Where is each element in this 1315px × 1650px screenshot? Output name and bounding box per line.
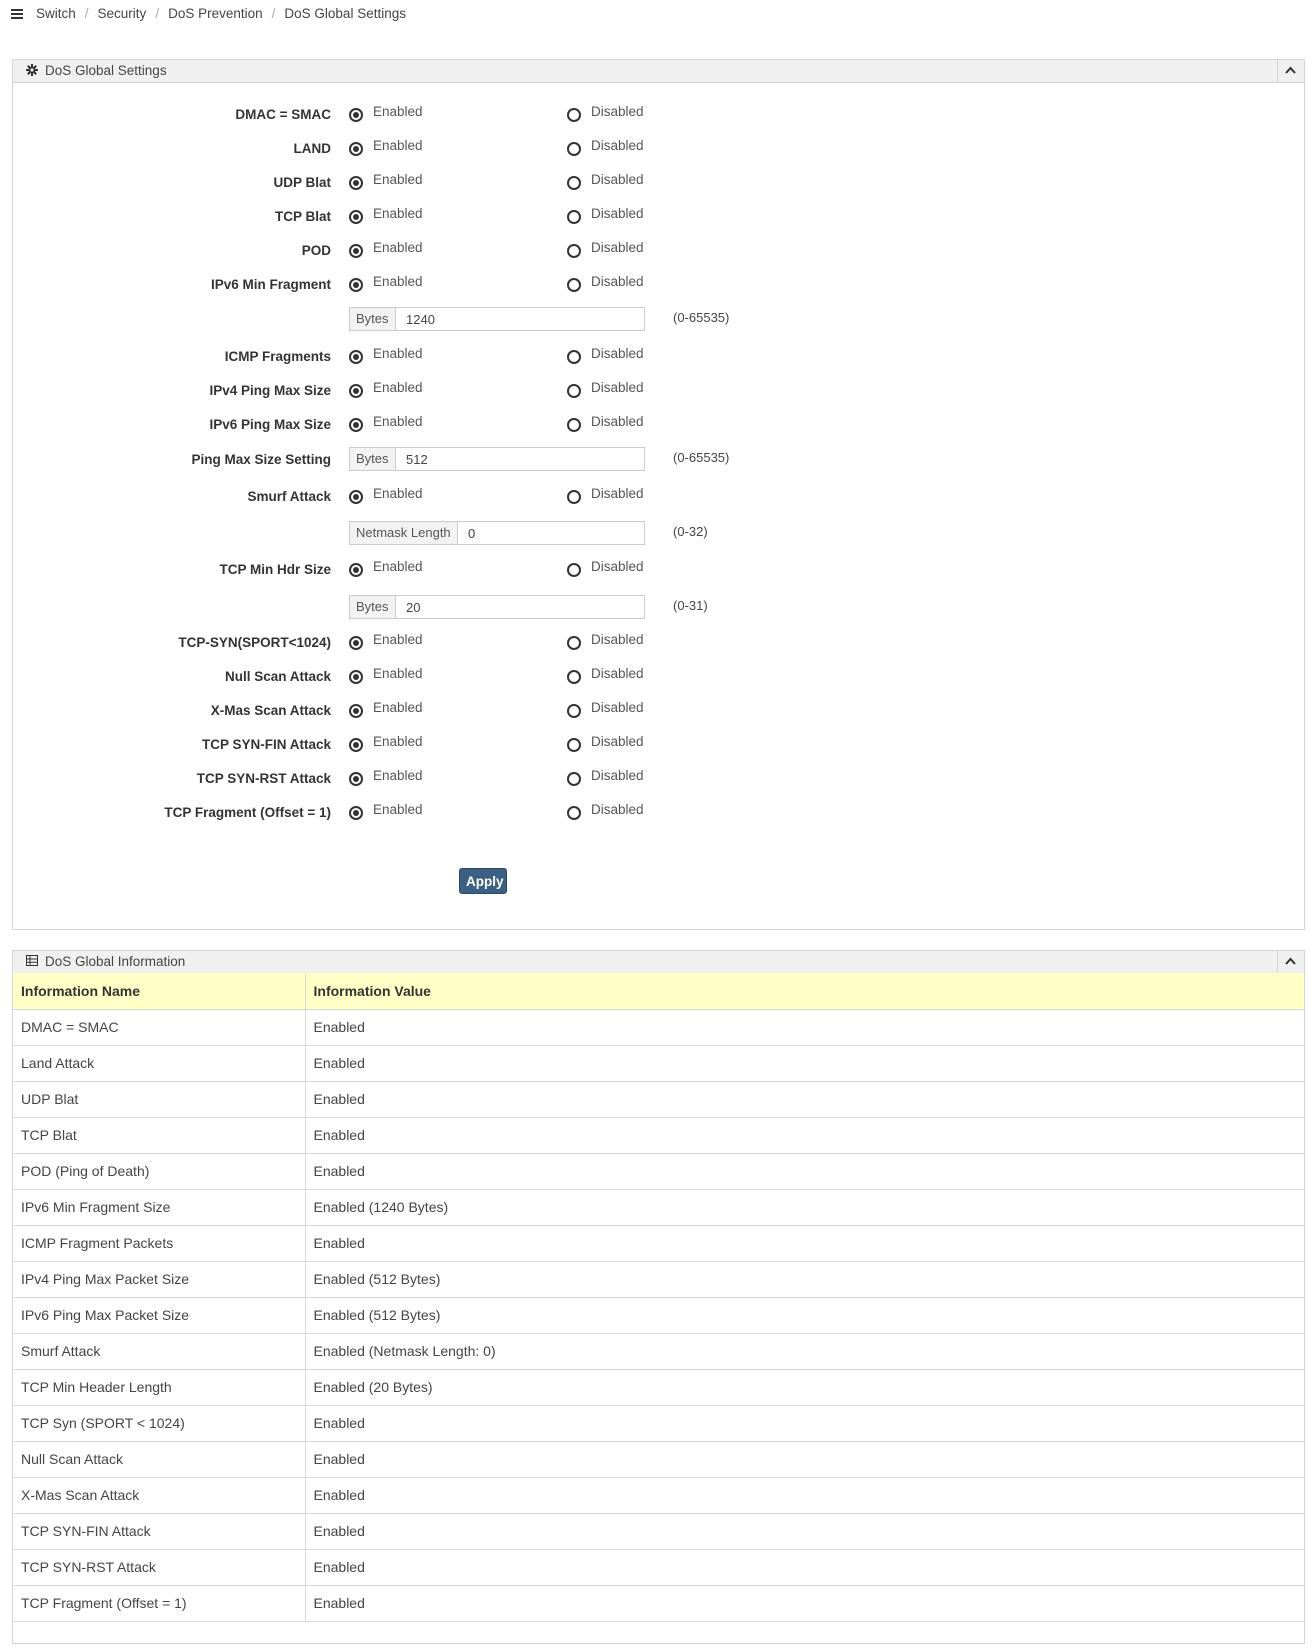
collapse-button[interactable] bbox=[1277, 60, 1304, 82]
settings-row bbox=[13, 138, 1304, 158]
settings-row bbox=[13, 346, 1304, 366]
info-value-cell: Enabled bbox=[305, 1009, 1304, 1045]
info-name-cell: Null Scan Attack bbox=[13, 1441, 305, 1477]
radio-circle-icon[interactable] bbox=[349, 244, 363, 258]
disabled-radio[interactable] bbox=[567, 666, 657, 686]
breadcrumb-item-dos-prevention[interactable]: DoS Prevention bbox=[168, 6, 263, 21]
table-row bbox=[13, 1405, 1304, 1441]
setting-label: IPv4 Ping Max Size bbox=[209, 383, 331, 398]
radio-label: Disabled bbox=[591, 666, 644, 681]
enabled-radio[interactable] bbox=[349, 240, 439, 260]
radio-label: Enabled bbox=[373, 172, 423, 187]
radio-label: Enabled bbox=[373, 414, 423, 429]
dos-global-information-panel bbox=[12, 950, 1305, 1644]
radio-circle-icon[interactable] bbox=[567, 490, 581, 504]
radio-circle-icon[interactable] bbox=[567, 244, 581, 258]
enabled-radio[interactable] bbox=[349, 274, 439, 294]
info-value-cell: Enabled (512 Bytes) bbox=[305, 1261, 1304, 1297]
settings-row bbox=[13, 206, 1304, 226]
table-row bbox=[13, 1549, 1304, 1585]
radio-circle-icon[interactable] bbox=[567, 176, 581, 190]
info-name-cell: X-Mas Scan Attack bbox=[13, 1477, 305, 1513]
radio-label: Enabled bbox=[373, 206, 423, 221]
settings-row bbox=[13, 486, 1304, 506]
disabled-radio[interactable] bbox=[567, 206, 657, 226]
table-row bbox=[13, 1261, 1304, 1297]
information-table bbox=[13, 973, 1304, 1622]
setting-label: Null Scan Attack bbox=[224, 669, 331, 684]
radio-circle-icon[interactable] bbox=[567, 384, 581, 398]
info-name-cell: IPv4 Ping Max Packet Size bbox=[13, 1261, 305, 1297]
radio-label: Enabled bbox=[373, 632, 423, 647]
value-input[interactable] bbox=[396, 596, 644, 618]
radio-label: Enabled bbox=[373, 802, 423, 817]
radio-label: Enabled bbox=[373, 380, 423, 395]
info-name-cell: Land Attack bbox=[13, 1045, 305, 1081]
radio-circle-icon[interactable] bbox=[349, 210, 363, 224]
radio-circle-icon[interactable] bbox=[567, 704, 581, 718]
radio-circle-icon[interactable] bbox=[567, 670, 581, 684]
radio-label: Disabled bbox=[591, 632, 644, 647]
radio-circle-icon[interactable] bbox=[349, 108, 363, 122]
radio-label: Disabled bbox=[591, 414, 644, 429]
radio-label: Disabled bbox=[591, 104, 644, 119]
info-name-cell: POD (Ping of Death) bbox=[13, 1153, 305, 1189]
disabled-radio[interactable] bbox=[567, 172, 657, 192]
enabled-radio[interactable] bbox=[349, 768, 439, 788]
radio-label: Enabled bbox=[373, 559, 423, 574]
settings-row bbox=[13, 595, 1304, 619]
table-row bbox=[13, 1513, 1304, 1549]
radio-circle-icon[interactable] bbox=[349, 384, 363, 398]
settings-row bbox=[13, 172, 1304, 192]
info-value-cell: Enabled bbox=[305, 1405, 1304, 1441]
radio-circle-icon[interactable] bbox=[567, 772, 581, 786]
breadcrumb bbox=[36, 6, 406, 21]
enabled-radio[interactable] bbox=[349, 666, 439, 686]
radio-circle-icon[interactable] bbox=[349, 806, 363, 820]
radio-circle-icon[interactable] bbox=[567, 738, 581, 752]
settings-row bbox=[13, 700, 1304, 720]
input-group bbox=[349, 595, 645, 619]
info-value-cell: Enabled (512 Bytes) bbox=[305, 1297, 1304, 1333]
panel-heading bbox=[13, 951, 1304, 974]
disabled-radio[interactable] bbox=[567, 240, 657, 260]
breadcrumb-item-current: DoS Global Settings bbox=[284, 6, 406, 21]
settings-row bbox=[13, 414, 1304, 434]
table-header-row bbox=[13, 973, 1304, 1009]
info-value-cell: Enabled bbox=[305, 1513, 1304, 1549]
info-name-cell: TCP SYN-RST Attack bbox=[13, 1549, 305, 1585]
radio-label: Disabled bbox=[591, 138, 644, 153]
info-name-cell: TCP Syn (SPORT < 1024) bbox=[13, 1405, 305, 1441]
setting-label: TCP Blat bbox=[274, 209, 331, 224]
setting-label: TCP Fragment (Offset = 1) bbox=[164, 805, 331, 820]
info-name-cell: DMAC = SMAC bbox=[13, 1009, 305, 1045]
range-hint: (0-31) bbox=[673, 598, 708, 613]
info-name-cell: IPv6 Ping Max Packet Size bbox=[13, 1297, 305, 1333]
enabled-radio[interactable] bbox=[349, 734, 439, 754]
enabled-radio[interactable] bbox=[349, 632, 439, 652]
setting-label: IPv6 Min Fragment bbox=[210, 277, 331, 292]
breadcrumb-separator: / bbox=[271, 6, 276, 21]
radio-circle-icon[interactable] bbox=[567, 806, 581, 820]
radio-circle-icon[interactable] bbox=[349, 772, 363, 786]
radio-label: Disabled bbox=[591, 802, 644, 817]
table-row bbox=[13, 1477, 1304, 1513]
radio-circle-icon[interactable] bbox=[567, 636, 581, 650]
radio-label: Disabled bbox=[591, 380, 644, 395]
top-bar bbox=[0, 0, 1315, 30]
radio-label: Enabled bbox=[373, 666, 423, 681]
info-value-cell: Enabled (Netmask Length: 0) bbox=[305, 1333, 1304, 1369]
info-value-cell: Enabled bbox=[305, 1225, 1304, 1261]
radio-label: Enabled bbox=[373, 138, 423, 153]
info-name-cell: ICMP Fragment Packets bbox=[13, 1225, 305, 1261]
value-input[interactable] bbox=[396, 308, 644, 330]
table-row bbox=[13, 1369, 1304, 1405]
radio-circle-icon[interactable] bbox=[349, 670, 363, 684]
radio-circle-icon[interactable] bbox=[567, 418, 581, 432]
input-group bbox=[349, 307, 645, 331]
radio-label: Enabled bbox=[373, 104, 423, 119]
radio-circle-icon[interactable] bbox=[349, 738, 363, 752]
info-value-cell: Enabled (1240 Bytes) bbox=[305, 1189, 1304, 1225]
radio-circle-icon[interactable] bbox=[567, 278, 581, 292]
settings-row bbox=[13, 734, 1304, 754]
enabled-radio[interactable] bbox=[349, 414, 439, 434]
info-value-cell: Enabled bbox=[305, 1117, 1304, 1153]
settings-row bbox=[13, 802, 1304, 822]
info-value-cell: Enabled bbox=[305, 1153, 1304, 1189]
breadcrumb-separator: / bbox=[155, 6, 160, 21]
hamburger-menu-icon[interactable] bbox=[11, 6, 25, 22]
radio-label: Disabled bbox=[591, 172, 644, 187]
disabled-radio[interactable] bbox=[567, 802, 657, 822]
settings-row bbox=[13, 666, 1304, 686]
radio-circle-icon[interactable] bbox=[567, 210, 581, 224]
info-name-cell: TCP Min Header Length bbox=[13, 1369, 305, 1405]
settings-row bbox=[13, 521, 1304, 545]
info-value-cell: Enabled bbox=[305, 1081, 1304, 1117]
value-input[interactable] bbox=[458, 522, 644, 544]
setting-label: IPv6 Ping Max Size bbox=[209, 417, 331, 432]
info-name-cell: UDP Blat bbox=[13, 1081, 305, 1117]
info-name-cell: IPv6 Min Fragment Size bbox=[13, 1189, 305, 1225]
enabled-radio[interactable] bbox=[349, 559, 439, 579]
table-icon bbox=[25, 955, 39, 969]
radio-label: Disabled bbox=[591, 700, 644, 715]
radio-label: Disabled bbox=[591, 346, 644, 361]
radio-label: Enabled bbox=[373, 240, 423, 255]
table-row bbox=[13, 1081, 1304, 1117]
radio-label: Disabled bbox=[591, 274, 644, 289]
enabled-radio[interactable] bbox=[349, 172, 439, 192]
input-group bbox=[349, 521, 645, 545]
table-row bbox=[13, 1333, 1304, 1369]
panel-heading bbox=[13, 60, 1304, 83]
settings-row bbox=[13, 380, 1304, 400]
radio-label: Disabled bbox=[591, 559, 644, 574]
radio-circle-icon[interactable] bbox=[349, 704, 363, 718]
radio-label: Disabled bbox=[591, 734, 644, 749]
table-row bbox=[13, 1189, 1304, 1225]
disabled-radio[interactable] bbox=[567, 700, 657, 720]
value-input[interactable] bbox=[396, 448, 644, 470]
radio-circle-icon[interactable] bbox=[349, 142, 363, 156]
input-addon: Bytes bbox=[350, 596, 396, 618]
table-row bbox=[13, 1153, 1304, 1189]
radio-circle-icon[interactable] bbox=[567, 142, 581, 156]
info-value-cell: Enabled (20 Bytes) bbox=[305, 1369, 1304, 1405]
info-value-cell: Enabled bbox=[305, 1549, 1304, 1585]
radio-label: Enabled bbox=[373, 486, 423, 501]
disabled-radio[interactable] bbox=[567, 559, 657, 579]
panel-title: DoS Global Settings bbox=[45, 63, 167, 78]
table-row bbox=[13, 1297, 1304, 1333]
radio-label: Disabled bbox=[591, 486, 644, 501]
chevron-up-icon bbox=[1285, 957, 1296, 965]
radio-label: Disabled bbox=[591, 768, 644, 783]
input-addon: Bytes bbox=[350, 448, 396, 470]
settings-row bbox=[13, 447, 1304, 471]
table-row bbox=[13, 1117, 1304, 1153]
disabled-radio[interactable] bbox=[567, 104, 657, 124]
gear-icon bbox=[25, 64, 39, 78]
input-addon: Netmask Length bbox=[350, 522, 458, 544]
range-hint: (0-32) bbox=[673, 524, 708, 539]
breadcrumb-separator: / bbox=[84, 6, 89, 21]
apply-button[interactable]: Apply bbox=[459, 868, 507, 894]
breadcrumb-item-security[interactable]: Security bbox=[97, 6, 147, 21]
disabled-radio[interactable] bbox=[567, 486, 657, 506]
radio-label: Enabled bbox=[373, 346, 423, 361]
settings-row bbox=[13, 307, 1304, 331]
setting-label: LAND bbox=[293, 141, 331, 156]
info-value-cell: Enabled bbox=[305, 1585, 1304, 1621]
settings-row bbox=[13, 104, 1304, 124]
info-value-cell: Enabled bbox=[305, 1045, 1304, 1081]
chevron-up-icon bbox=[1285, 66, 1296, 74]
settings-row bbox=[13, 632, 1304, 652]
breadcrumb-item-switch[interactable]: Switch bbox=[36, 6, 76, 21]
setting-label: TCP Min Hdr Size bbox=[219, 562, 331, 577]
disabled-radio[interactable] bbox=[567, 734, 657, 754]
setting-label: X-Mas Scan Attack bbox=[210, 703, 331, 718]
setting-label: Smurf Attack bbox=[247, 489, 331, 504]
radio-circle-icon[interactable] bbox=[567, 563, 581, 577]
setting-label: TCP SYN-FIN Attack bbox=[201, 737, 331, 752]
input-addon: Bytes bbox=[350, 308, 396, 330]
info-name-cell: TCP Blat bbox=[13, 1117, 305, 1153]
info-value-cell: Enabled bbox=[305, 1441, 1304, 1477]
enabled-radio[interactable] bbox=[349, 380, 439, 400]
radio-circle-icon[interactable] bbox=[349, 278, 363, 292]
radio-label: Disabled bbox=[591, 206, 644, 221]
column-header: Information Value bbox=[305, 973, 1304, 1009]
radio-circle-icon[interactable] bbox=[349, 418, 363, 432]
enabled-radio[interactable] bbox=[349, 486, 439, 506]
panel-title: DoS Global Information bbox=[45, 954, 186, 969]
radio-label: Enabled bbox=[373, 768, 423, 783]
enabled-radio[interactable] bbox=[349, 700, 439, 720]
enabled-radio[interactable] bbox=[349, 104, 439, 124]
settings-row bbox=[13, 274, 1304, 294]
column-header: Information Name bbox=[13, 973, 305, 1009]
radio-label: Disabled bbox=[591, 240, 644, 255]
disabled-radio[interactable] bbox=[567, 768, 657, 788]
radio-circle-icon[interactable] bbox=[349, 563, 363, 577]
setting-label: UDP Blat bbox=[273, 175, 331, 190]
radio-label: Enabled bbox=[373, 274, 423, 289]
setting-label: TCP SYN-RST Attack bbox=[196, 771, 331, 786]
setting-label: POD bbox=[301, 243, 331, 258]
info-name-cell: TCP SYN-FIN Attack bbox=[13, 1513, 305, 1549]
settings-row bbox=[13, 559, 1304, 579]
radio-circle-icon[interactable] bbox=[349, 176, 363, 190]
collapse-button[interactable] bbox=[1277, 951, 1304, 973]
disabled-radio[interactable] bbox=[567, 380, 657, 400]
radio-label: Enabled bbox=[373, 700, 423, 715]
info-value-cell: Enabled bbox=[305, 1477, 1304, 1513]
disabled-radio[interactable] bbox=[567, 138, 657, 158]
table-row bbox=[13, 1045, 1304, 1081]
settings-row bbox=[13, 240, 1304, 260]
range-hint: (0-65535) bbox=[673, 310, 730, 325]
radio-circle-icon[interactable] bbox=[349, 490, 363, 504]
disabled-radio[interactable] bbox=[567, 346, 657, 366]
disabled-radio[interactable] bbox=[567, 414, 657, 434]
disabled-radio[interactable] bbox=[567, 274, 657, 294]
setting-label: DMAC = SMAC bbox=[235, 107, 331, 122]
dos-global-settings-panel bbox=[12, 59, 1305, 930]
disabled-radio[interactable] bbox=[567, 632, 657, 652]
table-row bbox=[13, 1225, 1304, 1261]
input-group bbox=[349, 447, 645, 471]
info-name-cell: Smurf Attack bbox=[13, 1333, 305, 1369]
setting-label: Ping Max Size Setting bbox=[191, 452, 331, 467]
enabled-radio[interactable] bbox=[349, 138, 439, 158]
radio-circle-icon[interactable] bbox=[567, 350, 581, 364]
setting-label: TCP-SYN(SPORT<1024) bbox=[178, 635, 331, 650]
enabled-radio[interactable] bbox=[349, 802, 439, 822]
radio-label: Enabled bbox=[373, 734, 423, 749]
table-row bbox=[13, 1009, 1304, 1045]
radio-circle-icon[interactable] bbox=[349, 350, 363, 364]
info-name-cell: TCP Fragment (Offset = 1) bbox=[13, 1585, 305, 1621]
setting-label: ICMP Fragments bbox=[224, 349, 331, 364]
radio-circle-icon[interactable] bbox=[349, 636, 363, 650]
enabled-radio[interactable] bbox=[349, 346, 439, 366]
table-row bbox=[13, 1441, 1304, 1477]
table-row bbox=[13, 1585, 1304, 1621]
range-hint: (0-65535) bbox=[673, 450, 730, 465]
enabled-radio[interactable] bbox=[349, 206, 439, 226]
radio-circle-icon[interactable] bbox=[567, 108, 581, 122]
settings-row bbox=[13, 768, 1304, 788]
